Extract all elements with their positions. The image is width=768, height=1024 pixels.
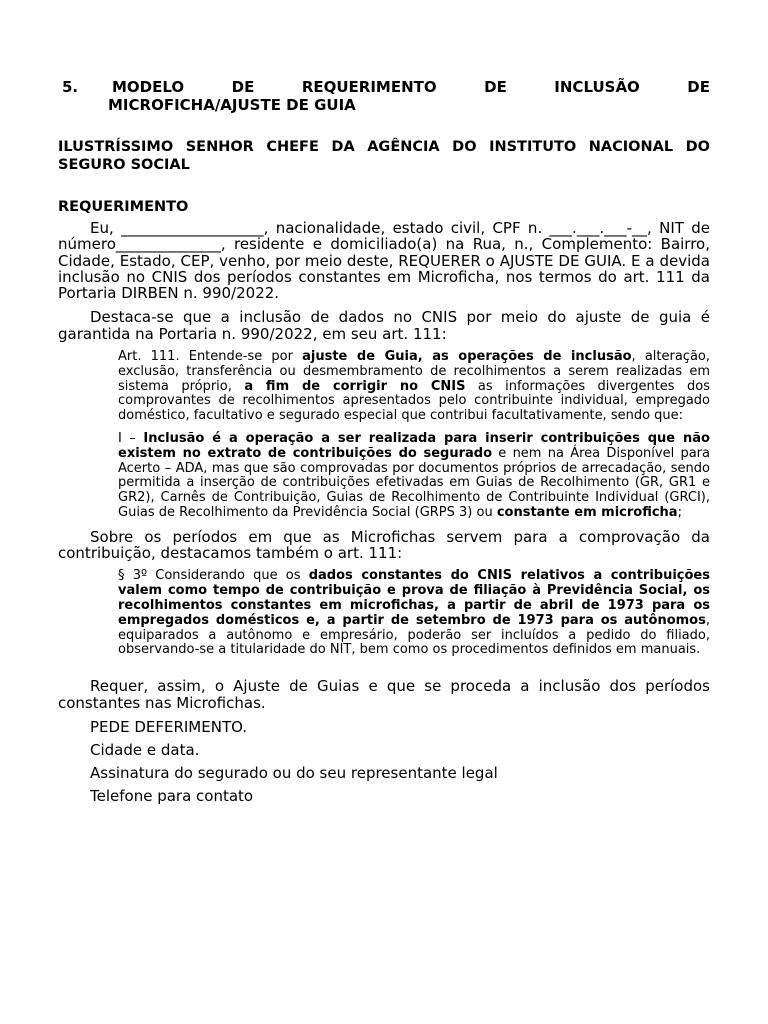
addressee: ILUSTRÍSSIMO SENHOR CHEFE DA AGÊNCIA DO INSTITUTO NACIONAL DO SEGURO SOCIAL bbox=[58, 139, 710, 173]
quote-text: § 3º Considerando que os bbox=[118, 568, 309, 584]
closing-phone: Telefone para contato bbox=[90, 786, 254, 805]
request-paragraph-legal-basis: Destaca-se que a inclusão de dados no CNIS por meio do ajuste de guia é garantida na Portaria n. 990/2022, em seu art. 111: bbox=[58, 308, 710, 343]
quote-bold: Inclusão é a operação a ser realizada para inserir contribuições que não existem no extrato de contribuições do segurado bbox=[118, 431, 710, 461]
quote-text: as informações divergentes dos comprovantes de recolhimentos apresentados pelo contribuinte individual, empregado doméstico, facultativo e segurado especial que contribui facultativamente, sendo que: bbox=[118, 378, 710, 424]
quote-bold: dados constantes do CNIS relativos a contribuições valem como tempo de contribuição e prova de filiação à Previdência Social, os recolhimentos constantes em microfichas, a partir de abril de 1973 para os empregados domésticos e, a partir de setembro de 1973 para os autônomos bbox=[118, 568, 710, 628]
quote-text: I – bbox=[118, 431, 144, 447]
closing-city-date: Cidade e data. bbox=[90, 740, 200, 759]
quote-bold: ajuste de Guia, as operações de inclusão bbox=[302, 349, 632, 365]
quote-art-111-item-i bbox=[118, 432, 710, 521]
quote-text: ; bbox=[677, 505, 682, 521]
quote-art-111-paragraph-3 bbox=[118, 569, 710, 658]
quote-bold: a fim de corrigir no CNIS bbox=[244, 378, 466, 394]
quote-art-111-caput bbox=[118, 350, 710, 424]
section-heading bbox=[58, 78, 710, 96]
request-title: REQUERIMENTO bbox=[58, 199, 189, 215]
quote-bold: constante em microficha bbox=[496, 505, 678, 521]
closing-request: PEDE DEFERIMENTO. bbox=[90, 717, 248, 736]
section-heading-line1: MODELO DE REQUERIMENTO DE INCLUSÃO DE bbox=[112, 78, 710, 96]
request-paragraph-microfiche: Sobre os períodos em que as Microfichas servem para a comprovação da contribuição, destacamos também o art. 111: bbox=[58, 527, 710, 563]
section-heading-line2: MICROFICHA/AJUSTE DE GUIA bbox=[108, 96, 356, 114]
closing-signature: Assinatura do segurado ou do seu representante legal bbox=[90, 763, 498, 782]
quote-text: e nem na Área Disponível para Acerto – ADA, mas que são comprovadas por documentos próprios de arrecadação, sendo permitida a inserção de contribuições efetivadas em Guias de Recolhimento (GR, GR1 e GR2), Carnês de Contribuição, Guias de Recolhimento de Contribuinte Individual (GRCI), Guias de Recolhimento da Previdência Social (GRPS 3) ou bbox=[118, 445, 710, 521]
quote-text: , alteração, exclusão, transferência ou desmembramento de recolhimentos a serem realizadas em sistema próprio, bbox=[118, 349, 711, 394]
section-number: 5. bbox=[62, 78, 79, 96]
request-paragraph-identification: Eu, ___________________, nacionalidade, estado civil, CPF n. ___.___.___-__, NIT de número______________, residente e domiciliado(a) na Rua, n., Complemento: Bairro, Cidade, Estado, CEP, venho, por meio deste, REQUERER o AJUSTE DE GUIA. E a devida inclusão no CNIS dos períodos constantes em Microficha, nos termos do art. 111 da Portaria DIRBEN n. 990/2022. bbox=[58, 219, 710, 303]
request-paragraph-conclusion: Requer, assim, o Ajuste de Guias e que se proceda a inclusão dos períodos constantes nas Microfichas. bbox=[58, 677, 710, 712]
quote-text: Art. 111. Entende-se por bbox=[118, 349, 303, 365]
document-page bbox=[58, 78, 710, 811]
quote-text: , equiparados a autônomo e empresário, poderão ser incluídos a pedido do filiado, observando-se a titularidade do NIT, bem como os procedimentos definidos em manuais. bbox=[118, 612, 710, 658]
